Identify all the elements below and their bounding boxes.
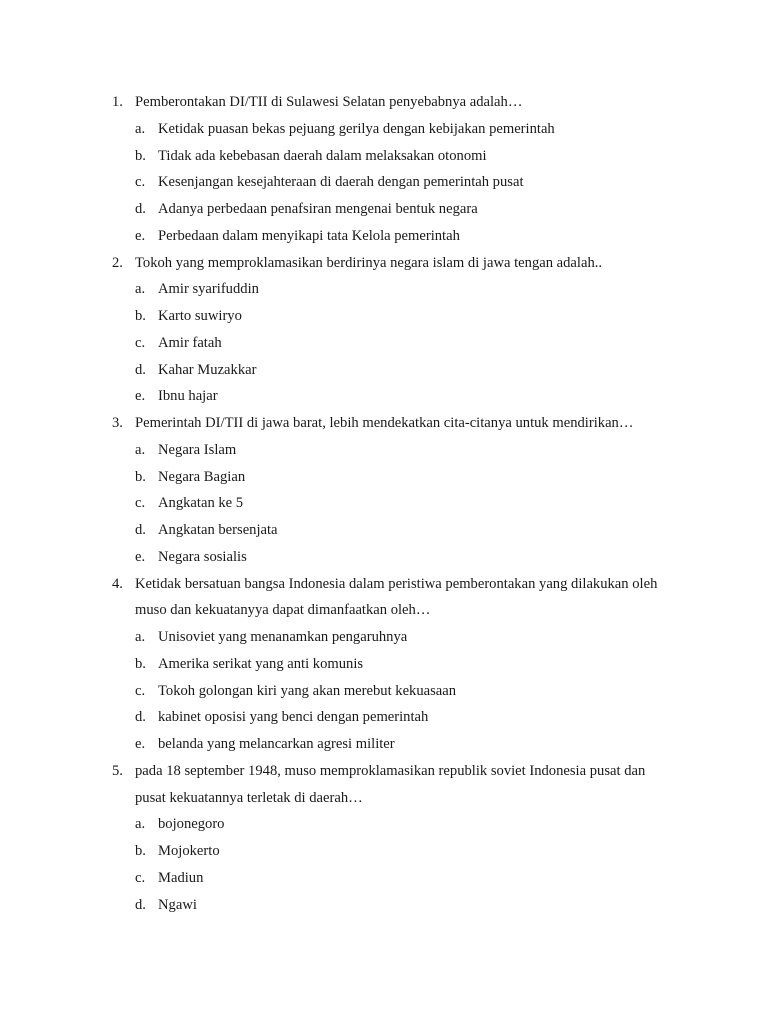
question-text: muso dan kekuatanyya dapat dimanfaatkan oleh… [135,602,431,619]
question-list [0,89,768,918]
answer-option [0,196,768,223]
question-line [0,410,768,437]
question-text: Ketidak bersatuan bangsa Indonesia dalam peristiwa pemberontakan yang dilakukan oleh [135,575,658,592]
option-text: Negara sosialis [158,548,247,565]
option-text: Unisoviet yang menanamkan pengaruhnya [158,629,408,645]
option-text: belanda yang melancarkan agresi militer [158,736,395,752]
option-text: Kesenjangan kesejahteraan di daerah dengan pemerintah pusat [158,174,524,191]
option-text: Negara Islam [158,441,237,458]
answer-option [0,464,768,491]
question-line [0,571,768,598]
option-letter: d. [135,896,146,913]
option-letter: e. [135,388,146,405]
option-letter: c. [135,495,146,512]
option-text: Perbedaan dalam menyikapi tata Kelola pemerintah [158,227,460,244]
option-text: bojonegoro [158,816,225,833]
option-letter: a. [135,816,146,833]
answer-option [0,651,768,678]
question-number: 1. [112,94,123,110]
option-letter: b. [135,655,146,672]
option-letter: e. [135,548,146,565]
answer-option [0,838,768,865]
option-text: Ketidak puasan bekas pejuang gerilya dengan kebijakan pemerintah [158,120,555,137]
option-letter: b. [135,468,146,485]
option-letter: c. [135,174,146,191]
answer-option [0,169,768,196]
option-text: Karto suwiryo [158,308,242,324]
option-letter: b. [135,147,146,164]
answer-option [0,490,768,517]
option-letter: a. [135,629,146,645]
option-text: Kahar Muzakkar [158,361,257,378]
option-text: kabinet oposisi yang benci dengan pemerintah [158,709,429,726]
answer-option [0,865,768,892]
option-letter: c. [135,682,146,699]
option-text: Madiun [158,869,204,886]
option-text: Negara Bagian [158,468,246,485]
answer-option [0,116,768,143]
option-text: Angkatan ke 5 [158,495,244,512]
option-text: Amerika serikat yang anti komunis [158,655,364,672]
option-letter: b. [135,308,146,324]
option-letter: d. [135,522,146,538]
question-number: 4. [112,575,123,592]
question-line [0,758,768,785]
option-text: Amir fatah [158,334,222,351]
question-text: pada 18 september 1948, muso memproklamasikan republik soviet Indonesia pusat dan [135,762,646,779]
question-number: 2. [112,254,123,271]
option-letter: e. [135,227,146,244]
option-text: Ngawi [158,896,197,913]
answer-option [0,143,768,170]
answer-option [0,517,768,544]
answer-option [0,731,768,758]
option-letter: b. [135,843,146,859]
answer-option [0,276,768,303]
answer-option [0,678,768,705]
option-text: Amir syarifuddin [158,281,259,298]
question-line-continued [0,597,768,624]
option-letter: a. [135,441,146,458]
option-letter: e. [135,736,146,752]
option-letter: c. [135,869,146,886]
answer-option [0,624,768,651]
answer-option [0,223,768,250]
answer-option [0,892,768,919]
option-letter: d. [135,361,146,378]
question-line-continued [0,785,768,812]
option-text: Ibnu hajar [158,388,218,405]
option-text: Mojokerto [158,843,220,859]
option-letter: d. [135,709,146,726]
question-text: Pemberontakan DI/TII di Sulawesi Selatan penyebabnya adalah… [135,94,523,110]
question-line [0,89,768,116]
answer-option [0,303,768,330]
question-text: pusat kekuatannya terletak di daerah… [135,789,363,806]
answer-option [0,437,768,464]
question-number: 5. [112,762,123,779]
answer-option [0,811,768,838]
option-letter: a. [135,120,146,137]
option-text: Tokoh golongan kiri yang akan merebut kekuasaan [158,682,457,699]
option-text: Adanya perbedaan penafsiran mengenai bentuk negara [158,201,478,217]
answer-option [0,544,768,571]
option-letter: a. [135,281,146,298]
question-line [0,250,768,277]
option-letter: c. [135,334,146,351]
answer-option [0,357,768,384]
option-text: Tidak ada kebebasan daerah dalam melaksakan otonomi [158,147,487,164]
answer-option [0,383,768,410]
question-text: Tokoh yang memproklamasikan berdirinya negara islam di jawa tengan adalah.. [135,254,603,271]
option-text: Angkatan bersenjata [158,522,278,538]
answer-option [0,704,768,731]
question-text: Pemerintah DI/TII di jawa barat, lebih mendekatkan cita-citanya untuk mendirikan… [135,415,634,431]
question-number: 3. [112,415,123,431]
answer-option [0,330,768,357]
option-letter: d. [135,201,146,217]
